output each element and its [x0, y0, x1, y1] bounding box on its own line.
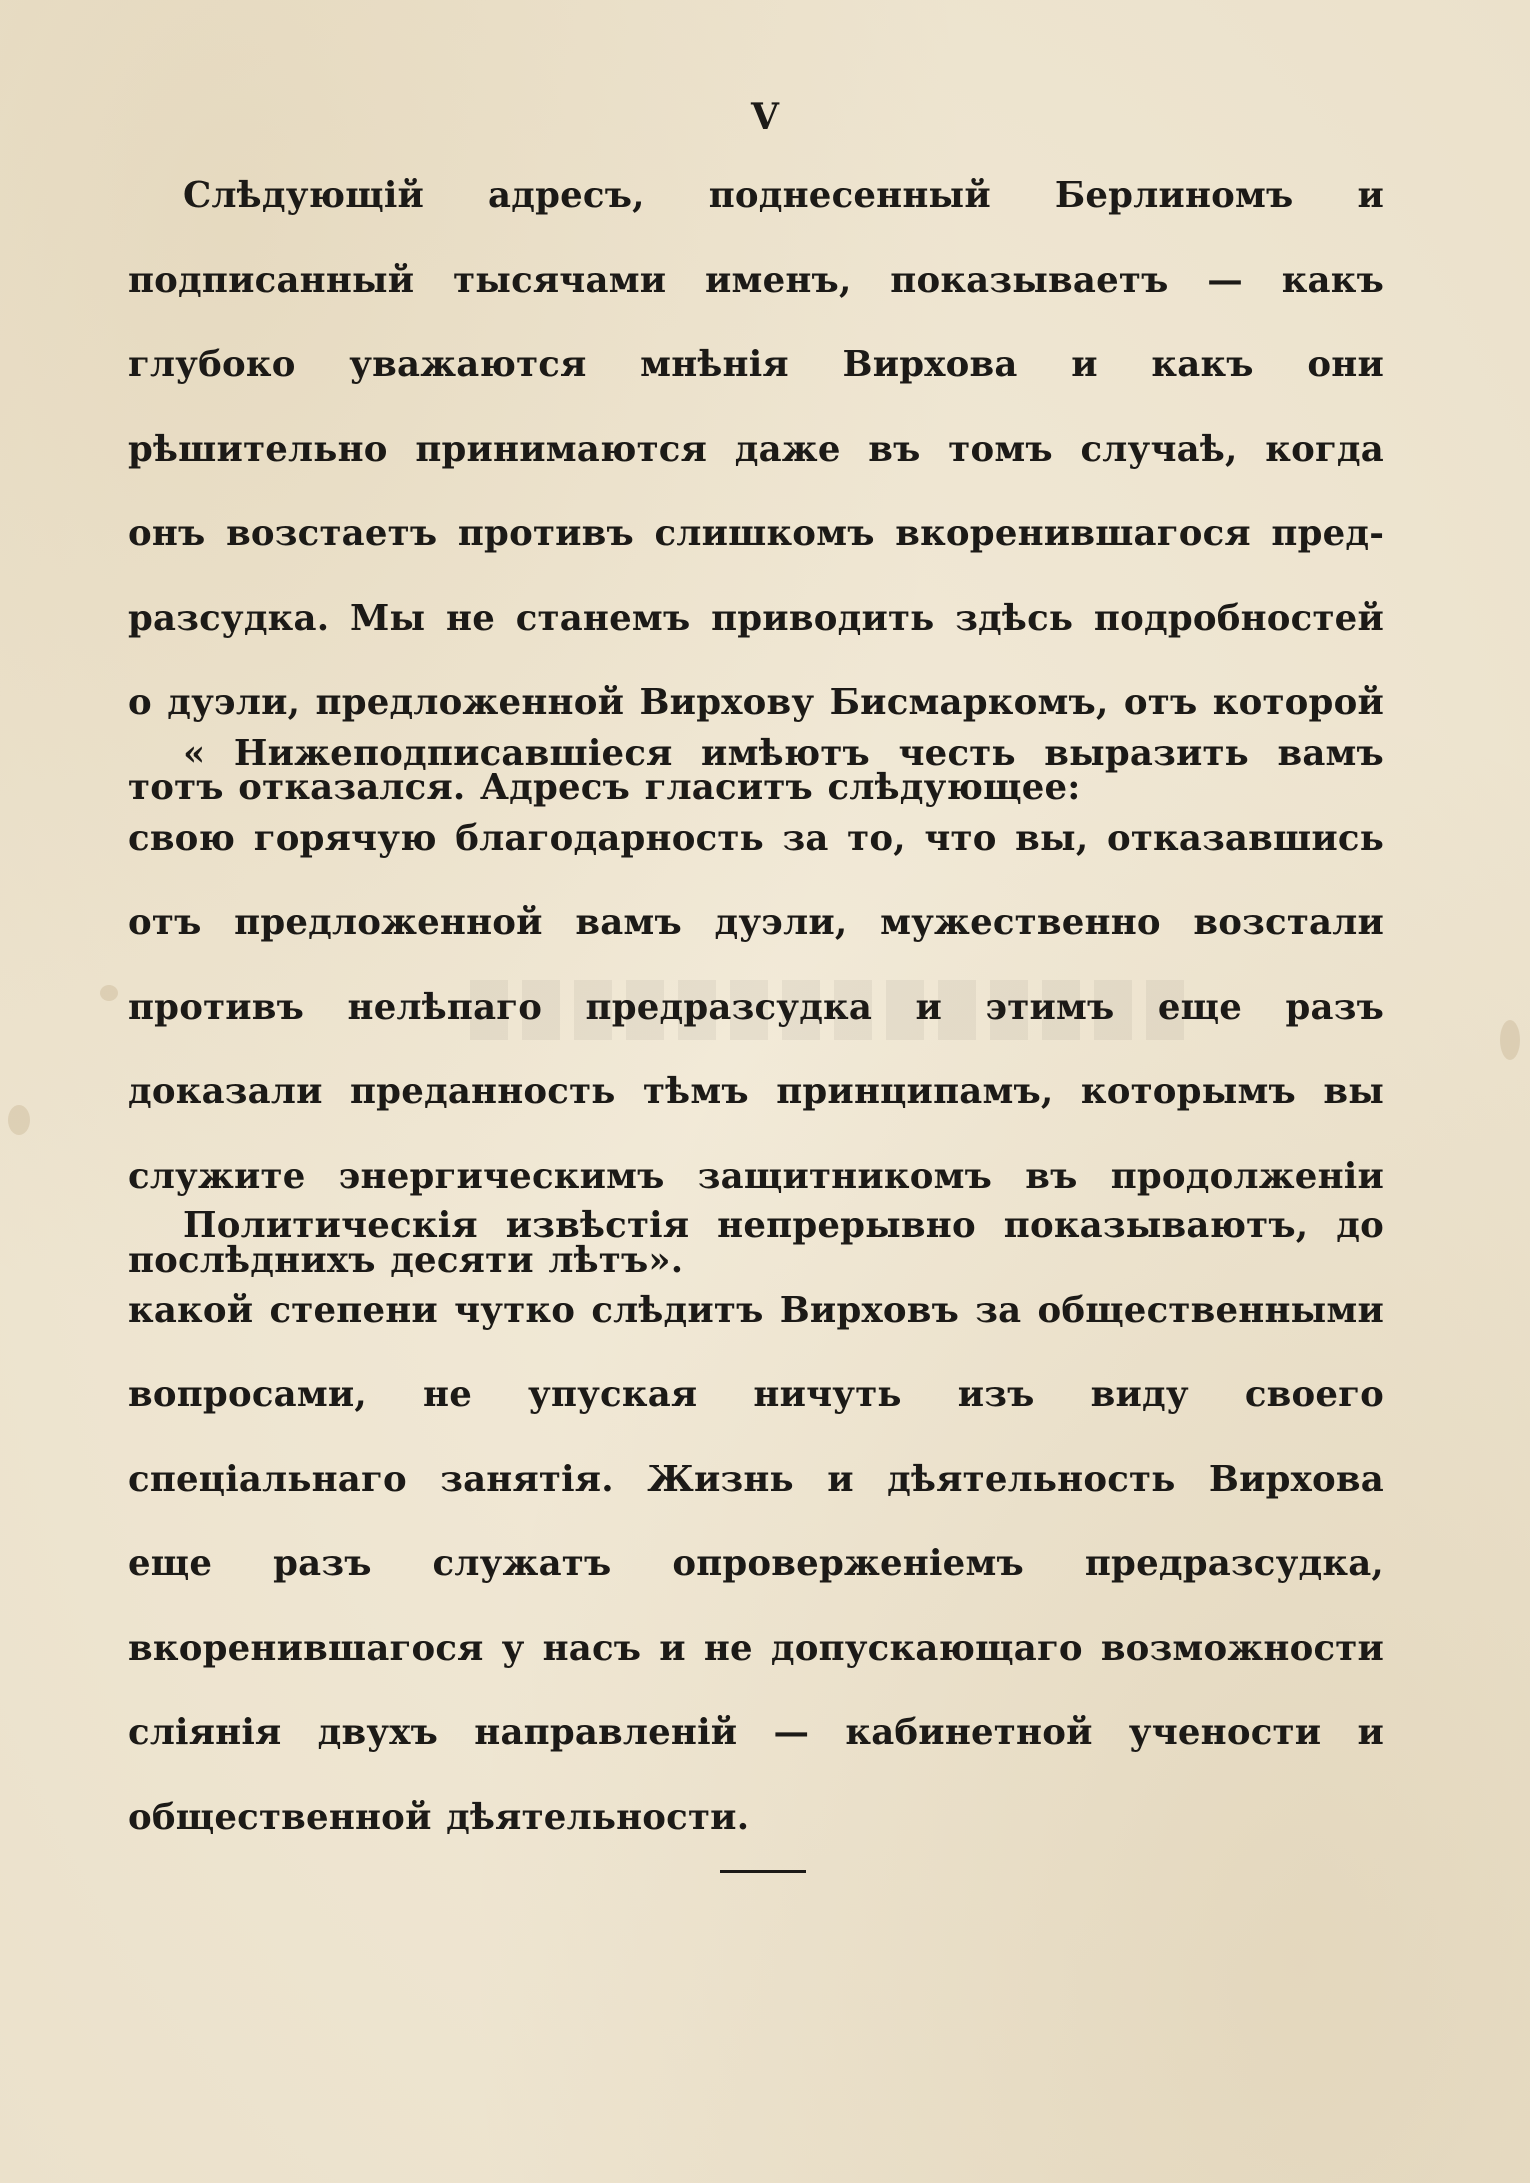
foxing-spot — [8, 1105, 30, 1135]
page-number: V — [751, 96, 779, 138]
paragraph-address-quote: « Нижеподписавшіеся имѣютъ честь выразить вамъ свою горячую благодарность за то, что вы, отказавшись отъ предложенной вамъ дуэли, мужественно возстали противъ нелѣпаго предразсудка и этимъ еще разъ доказали преданность тѣмъ принципамъ, которымъ вы служите энергическимъ защитникомъ въ продолженіи послѣднихъ десяти лѣтъ». — [128, 733, 1384, 1281]
paragraph-political-news: Политическія извѣстія непрерывно показываютъ, до какой степени чутко слѣдитъ Вирховъ за общественными вопросами, не упуская ничуть изъ виду своего спеціальнаго занятія. Жизнь и дѣятельность Вирхова еще разъ служатъ опроверженіемъ предразсудка, вкоренившагося у насъ и не допускающаго возможности слiянія двухъ направленій — кабинетной учености и общественной дѣятельности. — [128, 1205, 1384, 1838]
paragraph-address-intro: Слѣдующій адресъ, поднесенный Берлиномъ и подписанный тысячами именъ, показываетъ — какъ глубоко уважаются мнѣнія Вирхова и какъ они рѣшительно принимаются даже въ томъ случаѣ, когда онъ возстаетъ противъ слишкомъ вкоренившагося предразсудка. Мы не станемъ приводить здѣсь подробностей о дуэли, предложенной Вирхову Бисмаркомъ, отъ которой тотъ отказался. Адресъ гласитъ слѣдующее: — [128, 175, 1384, 808]
section-end-rule — [720, 1870, 806, 1873]
foxing-spot — [1500, 1020, 1520, 1060]
foxing-spot — [100, 985, 118, 1001]
